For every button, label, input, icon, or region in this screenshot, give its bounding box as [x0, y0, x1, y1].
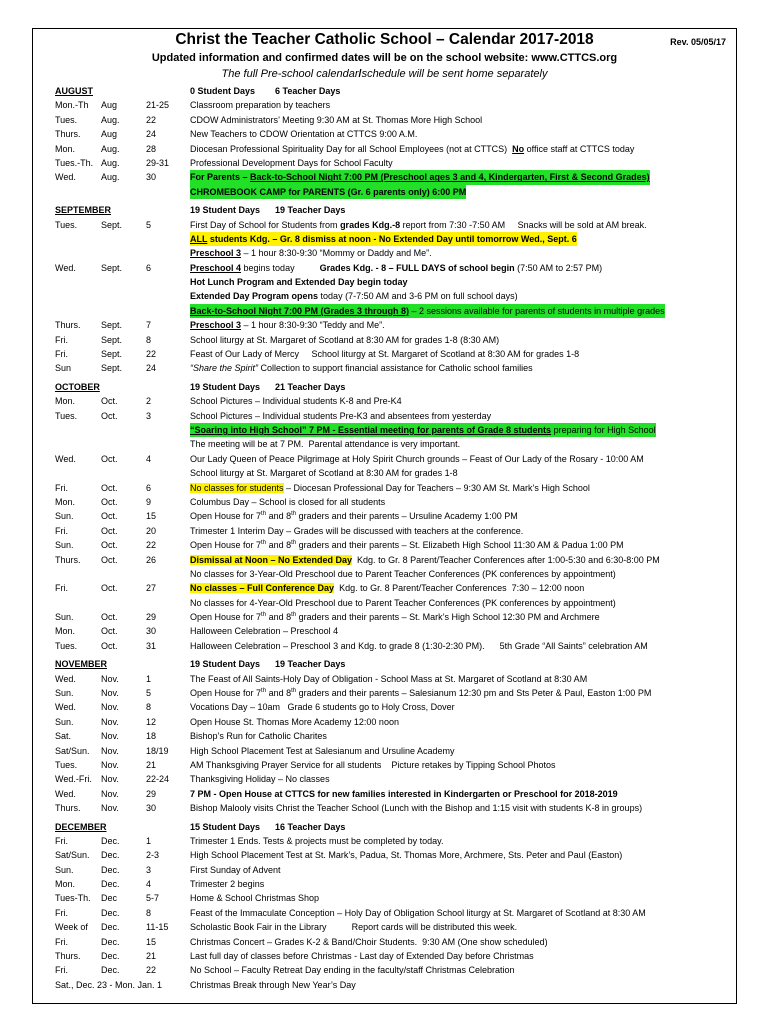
calendar-row: Sat/Sun. Nov. 18/19 High School Placement Test at Salesianum and Ursuline Academy — [55, 745, 455, 756]
calendar-row: Sat., Dec. 23 - Mon. Jan. 1 Christmas Break through New Year’s Day — [55, 979, 356, 990]
calendar-row: Fri. Oct. 6 No classes for students – Diocesan Professional Day for Teachers – 9:30 AM St. Mark’s High School — [55, 482, 590, 493]
website-note: Updated information and confirmed dates will be on the school website: www.CTTCS.org — [151, 52, 618, 64]
calendar-row: ALL students Kdg. – Gr. 8 dismiss at noon - No Extended Day until tomorrow Wed., Sept. 6 — [33, 232, 736, 246]
month-header-september: SEPTEMBER 19 Student Days 19 Teacher Days — [55, 205, 346, 216]
calendar-row: School liturgy at St. Margaret of Scotland at 8:30 AM for grades 1-8 — [190, 468, 458, 479]
calendar-row: Fri. Dec. 15 Christmas Concert – Grades K-2 & Band/Choir Students. 9:30 AM (One show scheduled) — [55, 936, 548, 947]
calendar-row: The meeting will be at 7 PM. Parental attendance is very important. — [190, 439, 461, 450]
calendar-row: Tues. Aug. 22 CDOW Administrators’ Meeting 9:30 AM at St. Thomas More High School — [55, 114, 483, 125]
page-title: Christ the Teacher Catholic School – Calendar 2017-2018 — [175, 31, 594, 48]
calendar-row: No classes for 4-Year-Old Preschool due to Parent Teacher Conferences (PK conferences by appointment) — [190, 597, 616, 608]
calendar-row: Sun. Oct. 29 Open House for 7th and 8th graders and their parents – St. Mark’s High School 12:30 PM and Archmere — [55, 612, 600, 623]
calendar-row: Thurs. Nov. 30 Bishop Malooly visits Christ the Teacher School (Lunch with the Bishop and 1:15 visit with students K-8 in groups) — [55, 803, 643, 814]
calendar-row: No classes for 3-Year-Old Preschool due to Parent Teacher Conferences (PK conferences by appointment) — [190, 568, 616, 579]
calendar-row: Wed. Nov. 1 The Feast of All Saints-Holy Day of Obligation - School Mass at St. Margaret of Scotland at 8:30 AM — [55, 673, 588, 684]
calendar-row: Thurs. Oct. 26 Dismissal at Noon – No Extended Day Kdg. to Gr. 8 Parent/Teacher Conferences after 1:00-5:30 and 6:30-8:00 PM — [55, 554, 660, 565]
calendar-row: Thurs. Dec. 21 Last full day of classes before Christmas - Last day of Extended Day before Christmas — [55, 951, 534, 962]
calendar-row: Sun. Dec. 3 First Sunday of Advent — [55, 864, 281, 875]
month-header-august: AUGUST 0 Student Days 6 Teacher Days — [55, 86, 341, 96]
calendar-row: Sun. Nov. 12 Open House St. Thomas More Academy 12:00 noon — [55, 716, 399, 727]
calendar-page — [32, 28, 737, 1004]
calendar-row: Sat/Sun. Dec. 2-3 High School Placement Test at St. Mark’s, Padua, St. Thomas More, Archmere, Sts. Peter and Paul (Easton) — [55, 850, 623, 861]
calendar-row: Wed. Nov. 8 Vocations Day – 10am Grade 6 students go to Holy Cross, Dover — [55, 702, 455, 713]
calendar-row: Tues-Th. Dec 5-7 Home & School Christmas Shop — [55, 893, 320, 904]
calendar-row: Extended Day Program opens today (7-7:50 AM and 3-6 PM on full school days) — [190, 291, 518, 302]
calendar-row: Tues. Sept. 5 First Day of School for Students from grades Kdg.-8 report from 7:30 -7:50 AM Snacks will be sold at AM break. — [55, 219, 647, 230]
calendar-row: Fri. Oct. 20 Trimester 1 Interim Day – Grades will be discussed with teachers at the conference. — [55, 525, 524, 536]
calendar-row: Tues. Nov. 21 AM Thanksgiving Prayer Service for all students Picture retakes by Tipping School Photos — [55, 759, 556, 770]
calendar-row: Fri. Sept. 8 School liturgy at St. Margaret of Scotland at 8:30 AM for grades 1-8 (8:30 AM) — [55, 334, 500, 345]
calendar-row: Mon. Oct. 9 Columbus Day – School is closed for all students — [55, 496, 386, 507]
calendar-row: Mon. Oct. 30 Halloween Celebration – Preschool 4 — [55, 626, 339, 637]
calendar-row: Back-to-School Night 7:00 PM (Grades 3 through 8) – 2 sessions available for parents of students in multiple grades — [33, 304, 736, 318]
calendar-row: Sun Sept. 24 “Share the Spirit” Collection to support financial assistance for Catholic school families — [55, 363, 533, 374]
calendar-row: Mon. Oct. 2 School Pictures – Individual students K-8 and Pre-K4 — [55, 396, 402, 407]
calendar-row: Fri. Dec. 1 Trimester 1 Ends. Tests & projects must be completed by today. — [55, 835, 444, 846]
calendar-row: Fri. Dec. 22 No School – Faculty Retreat Day ending in the faculty/staff Christmas Celebration — [55, 965, 515, 976]
calendar-row: Fri. Sept. 22 Feast of Our Lady of Mercy School liturgy at St. Margaret of Scotland at 8:30 AM for grades 1-8 — [55, 349, 580, 360]
calendar-row: Fri. Oct. 27 No classes – Full Conference Day Kdg. to Gr. 8 Parent/Teacher Conferences 7:30 – 12:00 noon — [55, 583, 585, 594]
preschool-note: The full Pre-school calendar/schedule will be sent home separately — [221, 68, 548, 80]
calendar-row: Thurs. Aug 24 New Teachers to CDOW Orientation at CTTCS 9:00 A.M. — [55, 129, 418, 140]
calendar-row: Sun. Oct. 15 Open House for 7th and 8th graders and their parents – Ursuline Academy 1:00 PM — [55, 511, 518, 522]
calendar-row: Tues. Oct. 31 Halloween Celebration – Preschool 3 and Kdg. to grade 8 (1:30-2:30 PM). 5th Grade “All Saints” celebration AM — [55, 640, 648, 651]
month-header-december: DECEMBER 15 Student Days 16 Teacher Days — [55, 821, 346, 832]
calendar-row: Mon. Dec. 4 Trimester 2 begins — [55, 879, 265, 890]
calendar-row: “Soaring into High School” 7 PM - Essential meeting for parents of Grade 8 students preparing for High School — [33, 423, 736, 437]
calendar-row: Wed. Oct. 4 Our Lady Queen of Peace Pilgrimage at Holy Spirit Church grounds – Feast of Our Lady of the Rosary - 10:00 AM — [55, 453, 644, 464]
calendar-row: Wed. Aug. 30 For Parents – Back-to-School Night 7:00 PM (Preschool ages 3 and 4, Kindergarten, First & Second Grades) — [33, 170, 736, 184]
calendar-row: Wed. Nov. 29 7 PM - Open House at CTTCS for new families interested in Kindergarten or Preschool for 2018-2019 — [55, 788, 618, 799]
calendar-row: Mon. Aug. 28 Diocesan Professional Spirituality Day for all School Employees (not at CTTCS) No office staff at CTTCS today — [55, 143, 635, 154]
calendar-row: Preschool 3 – 1 hour 8:30-9:30 “Mommy or Daddy and Me”. — [190, 248, 432, 259]
calendar-row: Sun. Oct. 22 Open House for 7th and 8th graders and their parents – St. Elizabeth High School 11:30 AM & Padua 1:00 PM — [55, 540, 624, 551]
calendar-row: Wed.-Fri. Nov. 22-24 Thanksgiving Holiday – No classes — [55, 774, 330, 785]
calendar-row: Tues. Oct. 3 School Pictures – Individual students Pre-K3 and absentees from yesterday — [55, 410, 492, 421]
calendar-row: Week of Dec. 11-15 Scholastic Book Fair in the Library Report cards will be distributed this week. — [55, 922, 518, 933]
calendar-rows — [33, 84, 736, 992]
calendar-row: Sun. Nov. 5 Open House for 7th and 8th graders and their parents – Salesianum 12:30 pm and Sts Peter & Paul, Easton 1:00 PM — [55, 688, 652, 699]
calendar-row: CHROMEBOOK CAMP for PARENTS (Gr. 6 parents only) 6:00 PM — [33, 185, 736, 199]
calendar-row: Tues.-Th. Aug. 29-31 Professional Development Days for School Faculty — [55, 157, 393, 168]
calendar-row: Sat. Nov. 18 Bishop’s Run for Catholic Charites — [55, 731, 327, 742]
month-header-october: OCTOBER 19 Student Days 21 Teacher Days — [55, 381, 346, 392]
calendar-row: Mon.-Th Aug 21-25 Classroom preparation by teachers — [55, 100, 331, 111]
calendar-row: Fri. Dec. 8 Feast of the Immaculate Conception – Holy Day of Obligation School liturgy at St. Margaret of Scotland at 8:30 AM — [55, 907, 646, 918]
calendar-row: Wed. Sept. 6 Preschool 4 begins today Grades Kdg. - 8 – FULL DAYS of school begin (7:50 AM to 2:57 PM) — [55, 262, 603, 273]
revision-date: Rev. 05/05/17 — [670, 37, 726, 47]
calendar-row: Thurs. Sept. 7 Preschool 3 – 1 hour 8:30-9:30 “Teddy and Me”. — [55, 320, 385, 331]
month-header-november: NOVEMBER 19 Student Days 19 Teacher Days — [55, 659, 346, 670]
calendar-row: Hot Lunch Program and Extended Day begin today — [190, 277, 408, 288]
